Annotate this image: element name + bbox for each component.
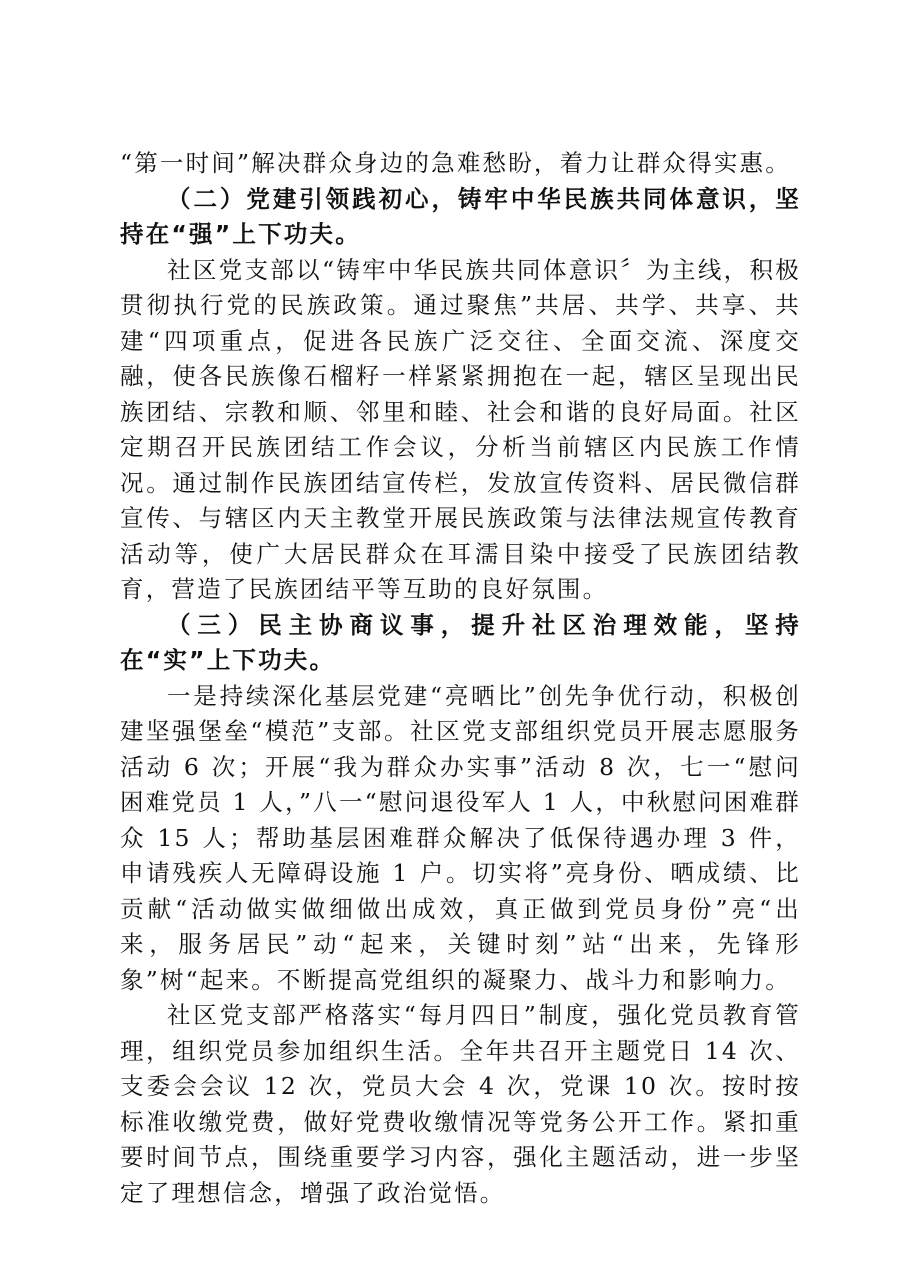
paragraph-ethnic-unity: 社区党支部以“铸牢中华民族共同体意识〞为主线，积极贯彻执行党的民族政策。通过聚焦”共居、共学、共享、共建“四项重点，促进各民族广泛交往、全面交流、深度交融，使各民族像石榴籽一样紧紧拥抱在一起，辖区呈现出民族团结、宗教和顺、邻里和睦、社会和谐的良好局面。社区定期召开民族团结工作会议，分析当前辖区内民族工作情况。通过制作民族团结宣传栏，发放宣传资料、居民微信群宣传、与辖区内天主教堂开展民族政策与法律法规宣传教育活动等，使广大居民群众在耳濡目染中接受了民族团结教育，营造了民族团结平等互助的良好氛围。 (120, 255, 801, 603)
section-heading-3: （三）民主协商议事，提升社区治理效能，坚持在“实”上下功夫。 (120, 610, 801, 674)
document-body (120, 146, 801, 1211)
section-heading-2: （二）党建引领践初心，铸牢中华民族共同体意识，坚持在“强”上下功夫。 (120, 184, 801, 248)
paragraph-continuation: “第一时间”解决群众身边的急难愁盼，着力让群众得实惠。 (120, 149, 791, 177)
paragraph-party-member-education: 社区党支部严格落实“每月四日”制度，强化党员教育管理，组织党员参加组织生活。全年共召开主题党日 14 次、支委会会议 12 次，党员大会 4 次，党课 10 次。按时按标准收缴党费，做好党费收缴情况等党务公开工作。紧扣重要时间节点，围绕重要学习内容，强化主题活动，进一步坚定了理想信念，增强了政治觉悟。 (120, 1001, 801, 1207)
paragraph-party-building-actions: 一是持续深化基层党建“亮晒比”创先争优行动，积极创建坚强堡垒“模范”支部。社区党支部组织党员开展志愿服务活动 6 次；开展“我为群众办实事”活动 8 次，七一“慰问困难党员 1 人，”八一“慰问退役军人 1 人，中秋慰问困难群众 15 人；帮助基层困难群众解决了低保待遇办理 3 件，申请残疾人无障碍设施 1 户。切实将”亮身份、晒成绩、比贡献“活动做实做细做出成效，真正做到党员身份”亮“出来，服务居民”动“起来，关键时刻”站“出来，先锋形象”树“起来。不断提高党组织的凝聚力、战斗力和影响力。 (120, 681, 801, 994)
